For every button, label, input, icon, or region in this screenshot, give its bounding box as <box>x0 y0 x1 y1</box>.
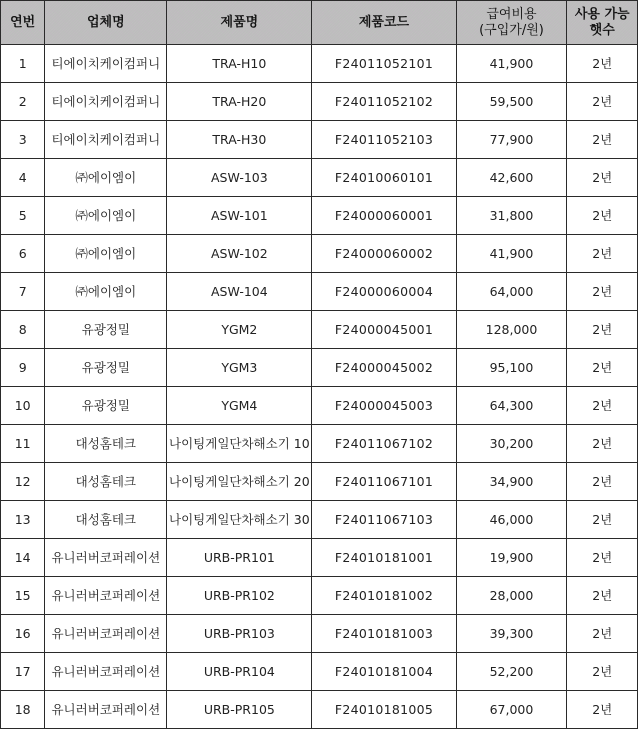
table-row <box>1 501 638 539</box>
cell-product: 나이팅게일단차해소기 10 <box>167 425 312 463</box>
cell-price: 28,000 <box>456 577 567 615</box>
header-years <box>567 1 638 45</box>
cell-no: 16 <box>1 615 45 653</box>
cell-no: 10 <box>1 387 45 425</box>
cell-product: ASW-102 <box>167 235 312 273</box>
cell-code: F24000060001 <box>312 197 456 235</box>
cell-price: 46,000 <box>456 501 567 539</box>
cell-product: 나이팅게일단차해소기 30 <box>167 501 312 539</box>
cell-product: ASW-103 <box>167 159 312 197</box>
cell-price: 52,200 <box>456 653 567 691</box>
cell-price: 30,200 <box>456 425 567 463</box>
cell-company: 티에이치케이컴퍼니 <box>45 45 167 83</box>
cell-company: 티에이치케이컴퍼니 <box>45 121 167 159</box>
cell-price: 42,600 <box>456 159 567 197</box>
cell-company: 유니러버코퍼레이션 <box>45 615 167 653</box>
cell-company: 유니러버코퍼레이션 <box>45 577 167 615</box>
cell-price: 64,000 <box>456 273 567 311</box>
header-price <box>456 1 567 45</box>
cell-product: TRA-H20 <box>167 83 312 121</box>
table-row <box>1 45 638 83</box>
cell-code: F24011052101 <box>312 45 456 83</box>
header-no: 연번 <box>1 1 45 45</box>
cell-no: 3 <box>1 121 45 159</box>
cell-code: F24000045002 <box>312 349 456 387</box>
cell-years: 2년 <box>567 235 638 273</box>
cell-company: 유광정밀 <box>45 387 167 425</box>
cell-price: 77,900 <box>456 121 567 159</box>
cell-company: 유니러버코퍼레이션 <box>45 653 167 691</box>
cell-price: 64,300 <box>456 387 567 425</box>
cell-company: ㈜에이엠이 <box>45 273 167 311</box>
cell-code: F24000045003 <box>312 387 456 425</box>
cell-price: 41,900 <box>456 235 567 273</box>
cell-price: 95,100 <box>456 349 567 387</box>
cell-price: 67,000 <box>456 691 567 729</box>
cell-years: 2년 <box>567 45 638 83</box>
cell-years: 2년 <box>567 159 638 197</box>
cell-years: 2년 <box>567 83 638 121</box>
table-row <box>1 691 638 729</box>
table-row <box>1 83 638 121</box>
cell-no: 6 <box>1 235 45 273</box>
cell-company: 대성홈테크 <box>45 463 167 501</box>
cell-price: 31,800 <box>456 197 567 235</box>
cell-years: 2년 <box>567 311 638 349</box>
cell-no: 15 <box>1 577 45 615</box>
cell-price: 39,300 <box>456 615 567 653</box>
table-header <box>1 1 638 45</box>
cell-code: F24011052102 <box>312 83 456 121</box>
cell-no: 8 <box>1 311 45 349</box>
table-row <box>1 615 638 653</box>
cell-code: F24000060002 <box>312 235 456 273</box>
cell-code: F24011067103 <box>312 501 456 539</box>
cell-price: 59,500 <box>456 83 567 121</box>
cell-code: F24011052103 <box>312 121 456 159</box>
cell-no: 1 <box>1 45 45 83</box>
cell-years: 2년 <box>567 615 638 653</box>
cell-product: URB-PR104 <box>167 653 312 691</box>
cell-product: TRA-H10 <box>167 45 312 83</box>
table-row <box>1 273 638 311</box>
cell-no: 7 <box>1 273 45 311</box>
table-body <box>1 45 638 729</box>
header-years-line1: 사용 가능 <box>574 6 630 22</box>
cell-code: F24010181004 <box>312 653 456 691</box>
header-code: 제품코드 <box>312 1 456 45</box>
table-row <box>1 463 638 501</box>
cell-product: 나이팅게일단차해소기 20 <box>167 463 312 501</box>
table-row <box>1 539 638 577</box>
cell-no: 4 <box>1 159 45 197</box>
cell-years: 2년 <box>567 121 638 159</box>
cell-company: 유니러버코퍼레이션 <box>45 539 167 577</box>
cell-no: 2 <box>1 83 45 121</box>
cell-company: 유광정밀 <box>45 349 167 387</box>
table-row <box>1 159 638 197</box>
table-row <box>1 387 638 425</box>
cell-no: 9 <box>1 349 45 387</box>
cell-code: F24010181005 <box>312 691 456 729</box>
cell-company: ㈜에이엠이 <box>45 159 167 197</box>
header-company: 업체명 <box>45 1 167 45</box>
cell-price: 34,900 <box>456 463 567 501</box>
cell-code: F24011067102 <box>312 425 456 463</box>
cell-code: F24010181003 <box>312 615 456 653</box>
table-row <box>1 425 638 463</box>
cell-years: 2년 <box>567 463 638 501</box>
cell-product: ASW-104 <box>167 273 312 311</box>
cell-code: F24000060004 <box>312 273 456 311</box>
cell-years: 2년 <box>567 691 638 729</box>
cell-product: URB-PR105 <box>167 691 312 729</box>
table-row <box>1 349 638 387</box>
cell-company: ㈜에이엠이 <box>45 235 167 273</box>
cell-no: 18 <box>1 691 45 729</box>
cell-company: 유니러버코퍼레이션 <box>45 691 167 729</box>
cell-product: URB-PR101 <box>167 539 312 577</box>
cell-price: 128,000 <box>456 311 567 349</box>
cell-years: 2년 <box>567 197 638 235</box>
cell-no: 13 <box>1 501 45 539</box>
cell-product: YGM3 <box>167 349 312 387</box>
cell-years: 2년 <box>567 501 638 539</box>
cell-product: YGM4 <box>167 387 312 425</box>
cell-company: ㈜에이엠이 <box>45 197 167 235</box>
cell-company: 대성홈테크 <box>45 501 167 539</box>
header-row <box>1 1 638 45</box>
cell-price: 19,900 <box>456 539 567 577</box>
cell-code: F24010181002 <box>312 577 456 615</box>
cell-years: 2년 <box>567 387 638 425</box>
cell-years: 2년 <box>567 577 638 615</box>
cell-code: F24011067101 <box>312 463 456 501</box>
header-price-line1: 급여비용 <box>486 6 537 22</box>
table-row <box>1 653 638 691</box>
cell-years: 2년 <box>567 349 638 387</box>
table-row <box>1 577 638 615</box>
cell-years: 2년 <box>567 539 638 577</box>
header-years-line2: 햇수 <box>589 22 615 38</box>
cell-years: 2년 <box>567 425 638 463</box>
table-row <box>1 235 638 273</box>
cell-no: 11 <box>1 425 45 463</box>
cell-price: 41,900 <box>456 45 567 83</box>
cell-code: F24010060101 <box>312 159 456 197</box>
cell-product: TRA-H30 <box>167 121 312 159</box>
cell-product: YGM2 <box>167 311 312 349</box>
cell-years: 2년 <box>567 273 638 311</box>
table-row <box>1 311 638 349</box>
cell-code: F24000045001 <box>312 311 456 349</box>
cell-product: URB-PR102 <box>167 577 312 615</box>
table-row <box>1 121 638 159</box>
cell-company: 티에이치케이컴퍼니 <box>45 83 167 121</box>
cell-product: URB-PR103 <box>167 615 312 653</box>
cell-company: 대성홈테크 <box>45 425 167 463</box>
cell-no: 14 <box>1 539 45 577</box>
cell-years: 2년 <box>567 653 638 691</box>
header-price-line2: (구입가/원) <box>479 22 544 38</box>
cell-no: 5 <box>1 197 45 235</box>
table-row <box>1 197 638 235</box>
cell-product: ASW-101 <box>167 197 312 235</box>
cell-no: 12 <box>1 463 45 501</box>
cell-code: F24010181001 <box>312 539 456 577</box>
cell-no: 17 <box>1 653 45 691</box>
header-product: 제품명 <box>167 1 312 45</box>
cell-company: 유광정밀 <box>45 311 167 349</box>
